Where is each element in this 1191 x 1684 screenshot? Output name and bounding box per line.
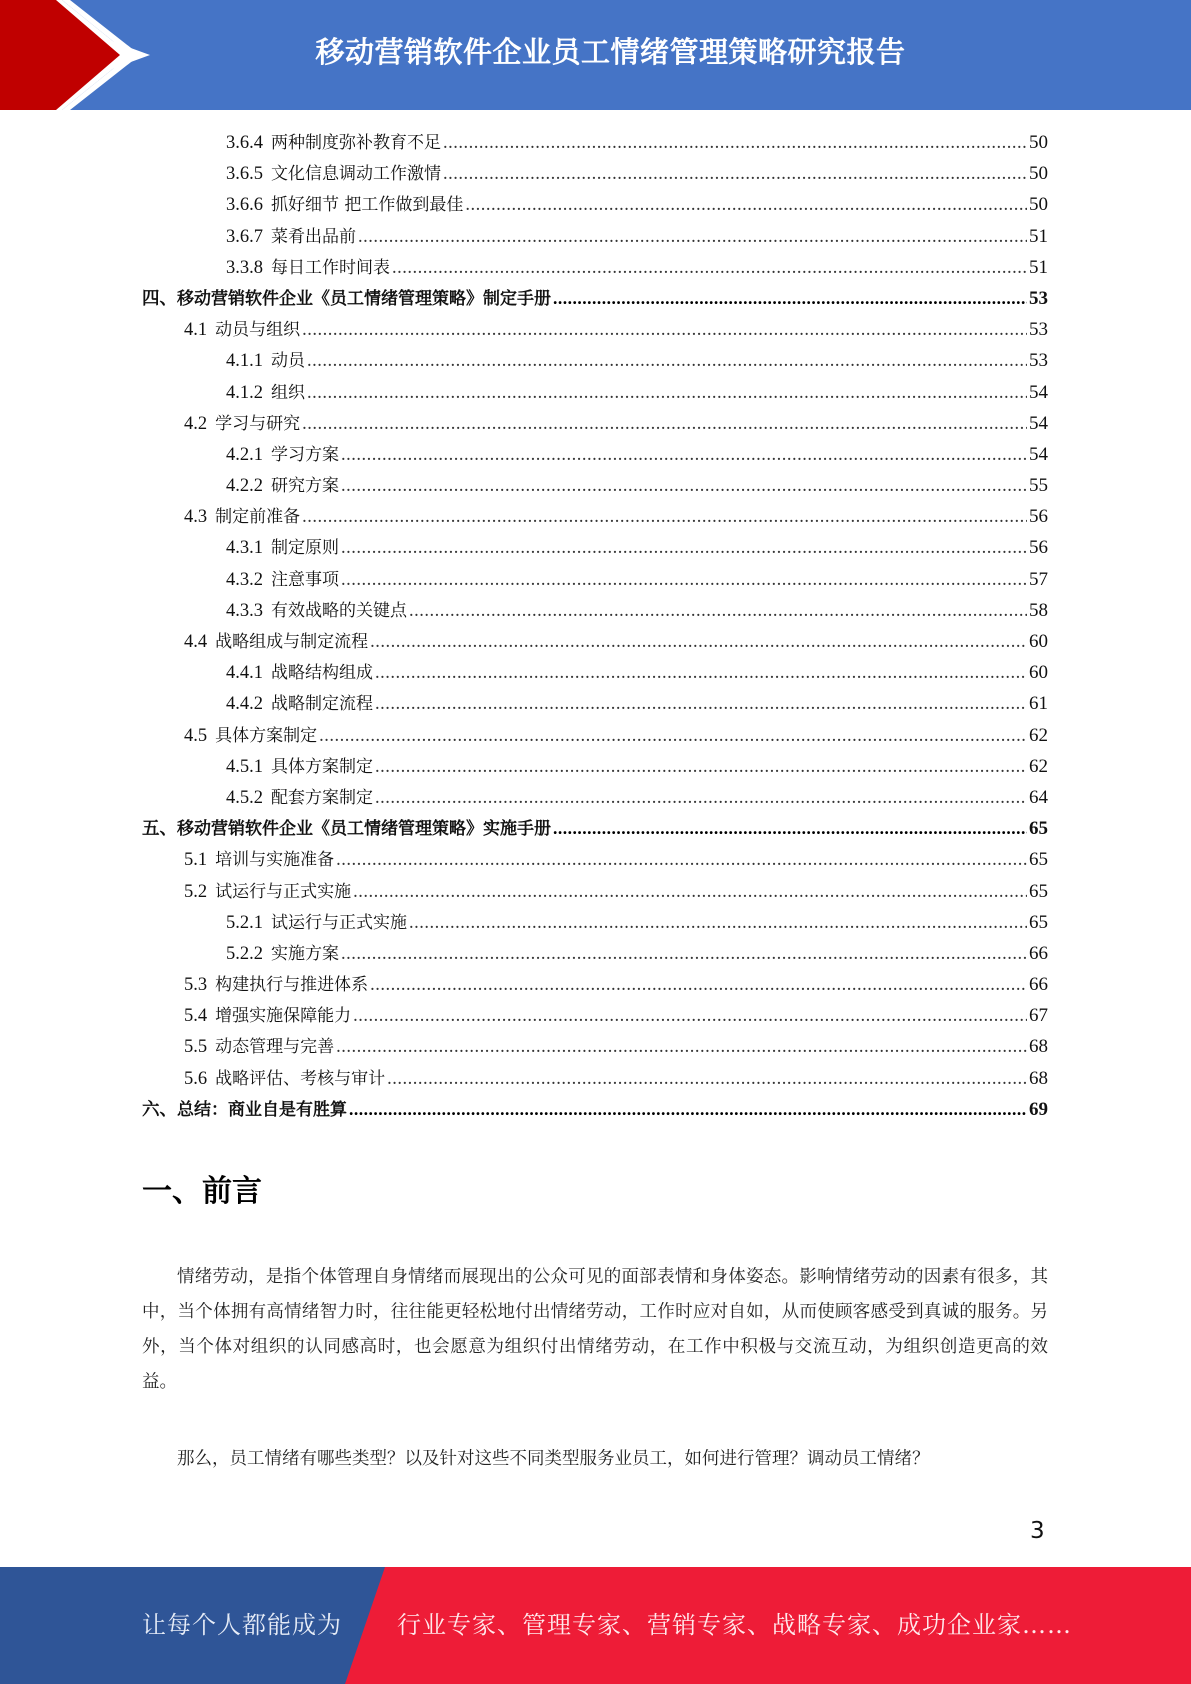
toc-entry-number: 五、 [142, 818, 177, 839]
toc-entry-label: 战略评估、考核与审计 [215, 1068, 386, 1089]
toc-dot-leader [307, 378, 1027, 409]
toc-entry[interactable] [142, 595, 1048, 626]
toc-dot-leader [375, 783, 1027, 814]
toc-entry[interactable] [142, 564, 1048, 595]
toc-entry[interactable] [142, 876, 1048, 907]
toc-entry-number: 5.2.2 [226, 943, 263, 964]
toc-dot-leader [375, 752, 1027, 783]
toc-dot-leader [341, 440, 1027, 471]
toc-entry-label: 抓好细节 把工作做到最佳 [271, 195, 464, 216]
toc-entry-page: 66 [1029, 974, 1048, 996]
toc-entry[interactable] [142, 1031, 1048, 1062]
toc-entry-number: 六、 [142, 1098, 177, 1119]
toc-entry-page: 51 [1029, 225, 1048, 247]
toc-entry[interactable] [142, 345, 1048, 376]
toc-entry-number: 5.2 [184, 881, 208, 902]
toc-entry-label: 试运行与正式实施 [215, 881, 352, 902]
toc-entry-label: 移动营销软件企业《员工情绪管理策略》实施手册 [177, 819, 551, 840]
toc-entry[interactable] [142, 408, 1048, 439]
toc-dot-leader [349, 1094, 1027, 1125]
toc-entry-page: 61 [1029, 693, 1048, 715]
toc-entry-number: 5.1 [184, 850, 208, 871]
toc-entry-number: 3.6.7 [226, 226, 263, 247]
report-title: 移动营销软件企业员工情绪管理策略研究报告 [315, 35, 906, 69]
toc-entry-page: 68 [1029, 1036, 1048, 1058]
toc-entry-page: 56 [1029, 537, 1048, 559]
toc-entry-label: 菜肴出品前 [271, 226, 356, 247]
toc-dot-leader [302, 409, 1027, 440]
toc-entry[interactable] [142, 751, 1048, 782]
toc-entry-label: 战略制定流程 [271, 694, 373, 715]
toc-entry-page: 68 [1029, 1067, 1048, 1089]
toc-dot-leader [465, 190, 1027, 221]
toc-entry-number: 3.3.8 [226, 257, 263, 278]
toc-entry[interactable] [142, 720, 1048, 751]
toc-dot-leader [341, 565, 1027, 596]
toc-entry-number: 5.3 [184, 975, 208, 996]
toc-entry-page: 65 [1029, 880, 1048, 902]
toc-entry[interactable] [142, 813, 1048, 844]
page-number: 3 [1030, 1518, 1045, 1544]
toc-entry[interactable] [142, 221, 1048, 252]
toc-dot-leader [392, 253, 1027, 284]
toc-entry[interactable] [142, 907, 1048, 938]
toc-entry-label: 制定原则 [271, 538, 339, 559]
toc-entry-number: 四、 [142, 287, 177, 308]
toc-entry-label: 具体方案制定 [215, 725, 318, 746]
toc-entry-page: 54 [1029, 381, 1048, 403]
toc-entry-number: 4.3.1 [226, 538, 263, 559]
toc-entry-number: 4.2.1 [226, 444, 263, 465]
toc-entry-number: 4.2 [184, 413, 208, 434]
footer-slogan-left: 让每个人都能成为 [142, 1611, 342, 1639]
toc-dot-leader [302, 315, 1027, 346]
toc-entry-number: 4.1.1 [226, 351, 263, 372]
toc-dot-leader [319, 721, 1027, 752]
toc-entry-label: 战略组成与制定流程 [215, 632, 369, 652]
toc-entry[interactable] [142, 532, 1048, 563]
toc-entry-page: 54 [1029, 443, 1048, 465]
toc-dot-leader [553, 813, 1027, 844]
toc-entry-page: 62 [1029, 724, 1048, 746]
toc-dot-leader [443, 128, 1027, 159]
toc-dot-leader [409, 596, 1027, 627]
toc-entry-page: 69 [1029, 1098, 1048, 1120]
toc-entry-page: 53 [1029, 319, 1048, 341]
toc-dot-leader [370, 627, 1027, 658]
toc-entry[interactable] [142, 1063, 1048, 1094]
toc-entry-page: 54 [1029, 412, 1048, 434]
toc-entry-page: 53 [1029, 287, 1048, 309]
toc-dot-leader [353, 1001, 1027, 1032]
toc-entry-label: 试运行与正式实施 [271, 912, 407, 933]
toc-entry[interactable] [142, 501, 1048, 532]
toc-entry-label: 有效战略的关键点 [271, 600, 407, 621]
intro-paragraph-1: 情绪劳动，是指个体管理自身情绪而展现出的公众可见的面部表情和身体姿态。影响情绪劳动的因素有很多，其中，当个体拥有高情绪智力时，往往能更轻松地付出情绪劳动，工作时应对自如，从而使顾客感受到真诚的服务。另外，当个体对组织的认同感高时，也会愿意为组织付出情绪劳动，在工作中积极与交流互动，为组织创造更高的效益。 [142, 1267, 1048, 1392]
toc-entry-label: 动员 [271, 351, 305, 372]
toc-dot-leader [341, 533, 1027, 564]
toc-entry[interactable] [142, 314, 1048, 345]
toc-entry[interactable] [142, 470, 1048, 501]
toc-dot-leader [443, 159, 1027, 190]
toc-dot-leader [375, 658, 1027, 689]
toc-entry-page: 56 [1029, 506, 1048, 528]
toc-entry-page: 55 [1029, 475, 1048, 497]
toc-entry-label: 学习方案 [271, 444, 339, 465]
toc-entry-page: 62 [1029, 755, 1048, 777]
toc-entry-label: 文化信息调动工作激情 [271, 164, 441, 185]
toc-entry-label: 培训与实施准备 [215, 850, 335, 871]
toc-dot-leader [553, 283, 1027, 314]
toc-entry-page: 65 [1029, 849, 1048, 871]
toc-entry[interactable] [142, 969, 1048, 1000]
toc-entry-number: 5.5 [184, 1037, 208, 1058]
toc-entry-number: 4.5 [184, 725, 208, 746]
footer-slogan-right: 行业专家、管理专家、营销专家、战略专家、成功企业家…… [397, 1611, 1072, 1639]
toc-entry-label: 制定前准备 [215, 507, 301, 528]
toc-entry-label: 每日工作时间表 [271, 257, 390, 278]
toc-entry-number: 5.4 [184, 1006, 208, 1027]
toc-entry[interactable] [142, 938, 1048, 969]
toc-dot-leader [336, 845, 1027, 876]
toc-entry-number: 4.3.2 [226, 569, 263, 590]
toc-entry-number: 5.6 [184, 1068, 208, 1089]
toc-dot-leader [341, 939, 1027, 970]
toc-entry[interactable] [142, 1000, 1048, 1031]
toc-entry-label: 学习与研究 [215, 413, 301, 434]
toc-entry[interactable] [142, 657, 1048, 688]
toc-entry-page: 50 [1029, 132, 1048, 153]
toc-entry-number: 4.3 [184, 507, 208, 528]
toc-entry-number: 4.4.2 [226, 694, 263, 715]
toc-entry[interactable] [142, 782, 1048, 813]
toc-entry[interactable] [142, 252, 1048, 283]
table-of-contents [142, 127, 1048, 1125]
toc-entry-page: 67 [1029, 1005, 1048, 1027]
toc-entry-number: 4.4.1 [226, 663, 263, 684]
toc-entry[interactable] [142, 127, 1048, 158]
toc-entry-page: 51 [1029, 256, 1048, 278]
toc-entry-label: 动态管理与完善 [215, 1037, 335, 1058]
toc-entry[interactable] [142, 158, 1048, 189]
toc-entry-number: 3.6.4 [226, 133, 263, 153]
toc-entry-page: 50 [1029, 163, 1048, 185]
toc-dot-leader [358, 222, 1027, 253]
toc-entry-page: 57 [1029, 568, 1048, 590]
toc-entry[interactable] [142, 439, 1048, 470]
toc-entry-label: 具体方案制定 [271, 756, 373, 777]
toc-entry[interactable] [142, 688, 1048, 719]
toc-entry-number: 4.2.2 [226, 476, 263, 497]
toc-entry[interactable] [142, 189, 1048, 220]
toc-dot-leader [302, 502, 1027, 533]
toc-entry-label: 组织 [271, 382, 305, 403]
toc-entry-number: 4.3.3 [226, 600, 263, 621]
toc-entry-page: 60 [1029, 662, 1048, 684]
toc-entry-label: 移动营销软件企业《员工情绪管理策略》制定手册 [177, 288, 551, 309]
toc-entry-page: 64 [1029, 786, 1048, 808]
toc-entry-page: 58 [1029, 599, 1048, 621]
toc-dot-leader [307, 346, 1027, 377]
toc-entry-page: 65 [1029, 911, 1048, 933]
toc-entry-number: 4.1.2 [226, 382, 263, 403]
toc-entry-number: 5.2.1 [226, 912, 263, 933]
toc-entry-number: 4.5.1 [226, 756, 263, 777]
toc-entry[interactable] [142, 377, 1048, 408]
toc-entry-page: 60 [1029, 631, 1048, 652]
page-footer [0, 1567, 1191, 1684]
toc-entry-label: 增强实施保障能力 [215, 1006, 352, 1027]
toc-entry[interactable] [142, 1094, 1048, 1125]
toc-entry-number: 4.5.2 [226, 787, 263, 808]
toc-entry[interactable] [142, 626, 1048, 657]
toc-entry-label: 构建执行与推进体系 [215, 975, 369, 996]
toc-entry-label: 总结：商业自是有胜算 [177, 1099, 347, 1120]
page-header [0, 0, 1191, 110]
toc-entry-label: 注意事项 [271, 569, 339, 590]
toc-entry-page: 66 [1029, 942, 1048, 964]
section-heading: 一、前言 [142, 1174, 262, 1209]
toc-entry-label: 战略结构组成 [271, 663, 373, 684]
toc-entry[interactable] [142, 844, 1048, 875]
toc-entry-label: 研究方案 [271, 476, 339, 497]
toc-dot-leader [336, 1032, 1027, 1063]
toc-entry-page: 53 [1029, 350, 1048, 372]
toc-dot-leader [353, 877, 1027, 908]
toc-entry-number: 4.4 [184, 632, 208, 652]
toc-entry-label: 动员与组织 [215, 320, 301, 341]
toc-dot-leader [375, 689, 1027, 720]
toc-entry-number: 3.6.5 [226, 164, 263, 185]
toc-entry-label: 配套方案制定 [271, 787, 373, 808]
toc-dot-leader [409, 908, 1027, 939]
toc-entry-number: 4.1 [184, 320, 208, 341]
toc-entry-label: 两种制度弥补教育不足 [271, 133, 441, 153]
toc-entry-label: 实施方案 [271, 943, 339, 964]
toc-dot-leader [341, 471, 1027, 502]
intro-paragraph-2: 那么，员工情绪有哪些类型？以及针对这些不同类型服务业员工，如何进行管理？调动员工情绪？ [177, 1449, 930, 1469]
toc-dot-leader [387, 1064, 1027, 1095]
toc-entry-number: 3.6.6 [226, 195, 263, 216]
toc-dot-leader [370, 970, 1027, 1001]
toc-entry-page: 65 [1029, 818, 1048, 840]
toc-entry[interactable] [142, 283, 1048, 314]
toc-entry-page: 50 [1029, 194, 1048, 216]
